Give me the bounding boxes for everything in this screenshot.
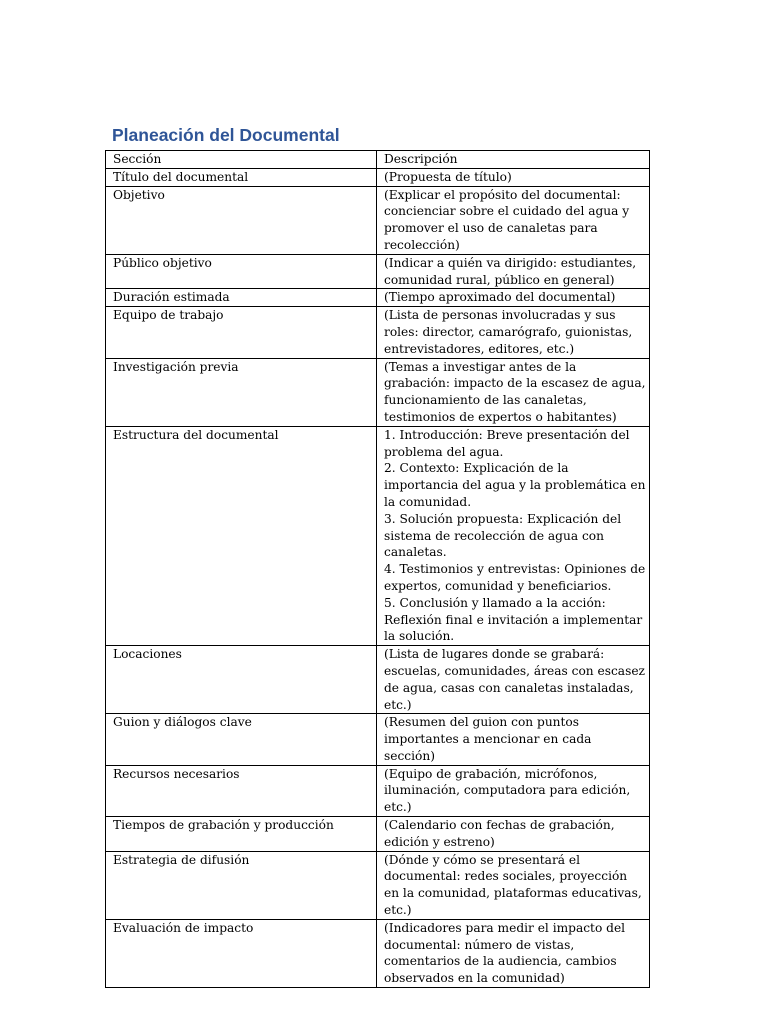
table-header-row — [106, 151, 650, 169]
table-row — [106, 168, 650, 186]
description-cell: (Lista de lugares donde se grabará: escuelas, comunidades, áreas con escasez de agua, casas con canaletas instaladas, etc.) — [377, 646, 650, 714]
description-cell: (Calendario con fechas de grabación, edición y estreno) — [377, 817, 650, 852]
table-row — [106, 426, 650, 645]
table-row — [106, 186, 650, 254]
description-cell: 1. Introducción: Breve presentación del problema del agua. 2. Contexto: Explicación de la importancia del agua y la problemática en la comunidad. 3. Solución propuesta: Explicación del sistema de recolección de agua con canaletas. 4. Testimonios y entrevistas: Opiniones de expertos, comunidad y beneficiarios. 5. Conclusión y llamado a la acción: Reflexión final e invitación a implementar la solución. — [377, 426, 650, 645]
table-row — [106, 358, 650, 426]
description-cell: (Dónde y cómo se presentará el documental: redes sociales, proyección en la comunidad, plataformas educativas, etc.) — [377, 851, 650, 919]
section-cell: Público objetivo — [106, 254, 377, 289]
table-row — [106, 254, 650, 289]
section-cell: Objetivo — [106, 186, 377, 254]
description-cell: (Indicadores para medir el impacto del documental: número de vistas, comentarios de la audiencia, cambios observados en la comunidad) — [377, 919, 650, 987]
description-cell: (Tiempo aproximado del documental) — [377, 289, 650, 307]
section-cell: Estructura del documental — [106, 426, 377, 645]
table-row — [106, 307, 650, 358]
section-cell: Título del documental — [106, 168, 377, 186]
section-cell: Duración estimada — [106, 289, 377, 307]
section-cell: Recursos necesarios — [106, 765, 377, 816]
section-cell: Guion y diálogos clave — [106, 714, 377, 765]
table-row — [106, 765, 650, 816]
description-cell: (Temas a investigar antes de la grabación: impacto de la escasez de agua, funcionamiento de las canaletas, testimonios de expertos o habitantes) — [377, 358, 650, 426]
page-title: Planeación del Documental — [112, 125, 340, 145]
description-cell: (Propuesta de título) — [377, 168, 650, 186]
table-row — [106, 646, 650, 714]
section-cell: Evaluación de impacto — [106, 919, 377, 987]
description-cell: (Equipo de grabación, micrófonos, iluminación, computadora para edición, etc.) — [377, 765, 650, 816]
table-row — [106, 817, 650, 852]
description-cell: (Explicar el propósito del documental: concienciar sobre el cuidado del agua y promover el uso de canaletas para recolección) — [377, 186, 650, 254]
description-cell: (Indicar a quién va dirigido: estudiantes, comunidad rural, público en general) — [377, 254, 650, 289]
section-cell: Locaciones — [106, 646, 377, 714]
table-row — [106, 919, 650, 987]
description-cell: (Lista de personas involucradas y sus roles: director, camarógrafo, guionistas, entrevistadores, editores, etc.) — [377, 307, 650, 358]
table-row — [106, 289, 650, 307]
column-header-section: Sección — [106, 151, 377, 169]
table-row — [106, 714, 650, 765]
section-cell: Equipo de trabajo — [106, 307, 377, 358]
planning-table — [105, 150, 650, 988]
section-cell: Tiempos de grabación y producción — [106, 817, 377, 852]
section-cell: Estrategia de difusión — [106, 851, 377, 919]
column-header-description: Descripción — [377, 151, 650, 169]
section-cell: Investigación previa — [106, 358, 377, 426]
table-row — [106, 851, 650, 919]
description-cell: (Resumen del guion con puntos importantes a mencionar en cada sección) — [377, 714, 650, 765]
